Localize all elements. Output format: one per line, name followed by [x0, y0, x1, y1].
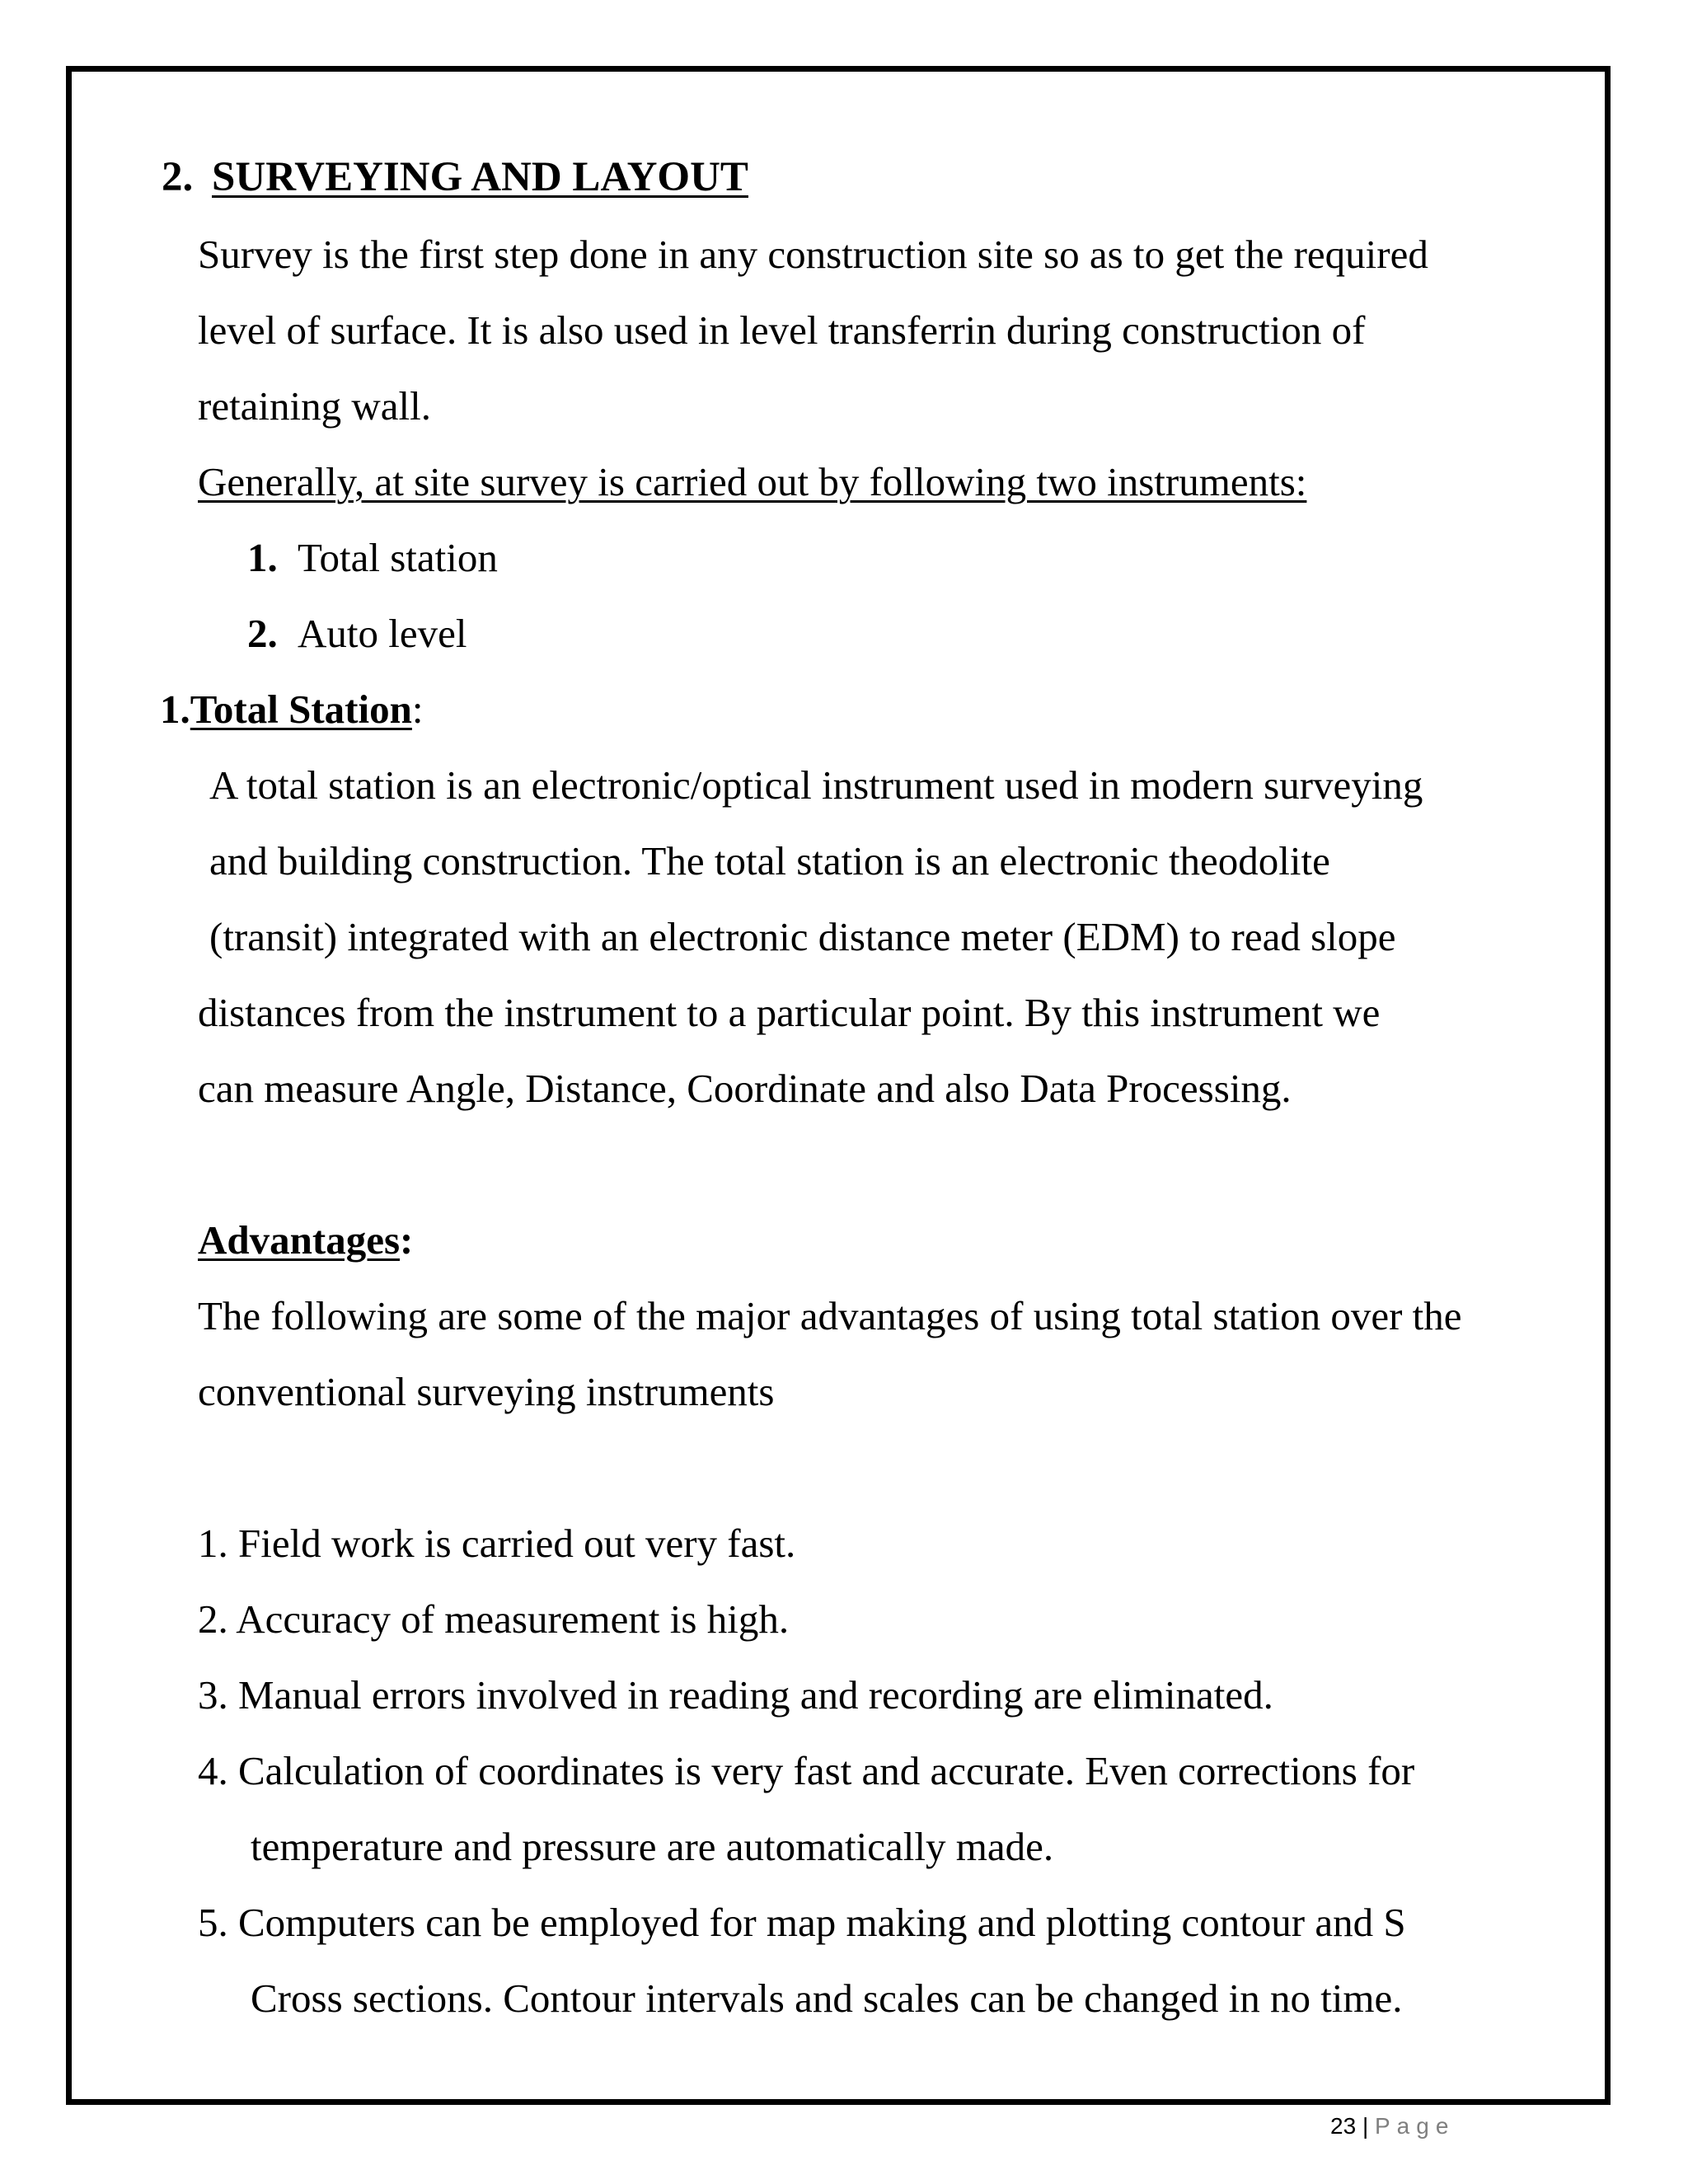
- section-heading: [162, 154, 748, 200]
- instrument-number: 2.: [247, 611, 278, 656]
- advantages-intro-line-1: The following are some of the major advantages of using total station over the: [198, 1293, 1462, 1338]
- total-station-number: 1.: [160, 687, 190, 732]
- intro-line-2: level of surface. It is also used in level transferrin during construction of: [198, 307, 1366, 353]
- total-station-line-5: can measure Angle, Distance, Coordinate and also Data Processing.: [198, 1066, 1292, 1111]
- footer-separator: |: [1362, 2113, 1369, 2139]
- total-station-heading: [160, 687, 424, 732]
- total-station-title: Total Station: [190, 687, 412, 732]
- advantages-heading: [198, 1217, 414, 1263]
- page-footer: [1330, 2115, 1455, 2138]
- advantage-item-3: 3. Manual errors involved in reading and recording are eliminated.: [198, 1672, 1273, 1718]
- page-word: Page: [1375, 2113, 1456, 2139]
- advantage-item-4: 4. Calculation of coordinates is very fast and accurate. Even corrections for: [198, 1748, 1415, 1793]
- advantages-intro-line-2: conventional surveying instruments: [198, 1369, 775, 1414]
- section-number: 2.: [162, 154, 194, 200]
- total-station-line-3: (transit) integrated with an electronic distance meter (EDM) to read slope: [209, 914, 1396, 959]
- advantages-title: Advantages: [198, 1217, 401, 1263]
- total-station-line-2: and building construction. The total station is an electronic theodolite: [209, 838, 1330, 883]
- advantages-colon: :: [400, 1217, 414, 1263]
- total-station-line-4: distances from the instrument to a particular point. By this instrument we: [198, 990, 1381, 1035]
- section-title: SURVEYING AND LAYOUT: [212, 154, 748, 200]
- instruments-heading: Generally, at site survey is carried out by following two instruments:: [198, 459, 1307, 504]
- advantage-item-5: 5. Computers can be employed for map making and plotting contour and S: [198, 1900, 1406, 1945]
- advantage-item-5-continued: Cross sections. Contour intervals and scales can be changed in no time.: [251, 1975, 1403, 2021]
- advantage-item-2: 2. Accuracy of measurement is high.: [198, 1596, 790, 1642]
- advantage-item-1: 1. Field work is carried out very fast.: [198, 1521, 796, 1566]
- instrument-label: Total station: [298, 535, 498, 580]
- intro-line-3: retaining wall.: [198, 383, 432, 429]
- instrument-item-2: [247, 613, 467, 654]
- instrument-item-1: [247, 537, 498, 578]
- instrument-number: 1.: [247, 535, 278, 580]
- instrument-label: Auto level: [298, 611, 467, 656]
- total-station-line-1: A total station is an electronic/optical instrument used in modern surveying: [209, 762, 1423, 808]
- total-station-colon: :: [411, 687, 424, 732]
- intro-line-1: Survey is the first step done in any construction site so as to get the required: [198, 232, 1428, 277]
- advantage-item-4-continued: temperature and pressure are automatically made.: [251, 1824, 1054, 1869]
- page-number: 23: [1330, 2113, 1357, 2139]
